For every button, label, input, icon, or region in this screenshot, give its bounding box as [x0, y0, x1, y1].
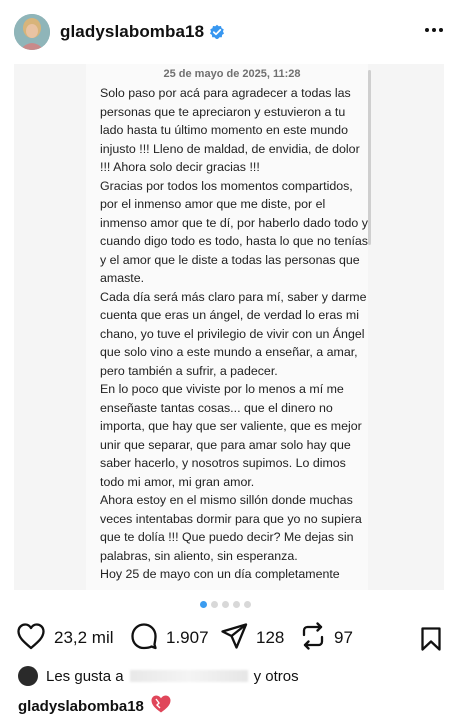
comment-icon[interactable]	[130, 622, 158, 655]
like-button[interactable]	[16, 620, 114, 656]
message-scrollbar	[368, 70, 371, 245]
carousel-dot	[200, 601, 207, 608]
share-button[interactable]	[220, 620, 284, 656]
carousel-dot	[222, 601, 229, 608]
message-date: 25 de mayo de 2025, 11:28	[163, 68, 301, 80]
post-username[interactable]	[60, 22, 225, 45]
caption-username[interactable]: gladyslabomba18	[18, 697, 144, 715]
likes-prefix: Les gusta a	[46, 667, 124, 685]
shares-count: 128	[256, 628, 285, 647]
likes-suffix: y otros	[253, 667, 299, 685]
heart-emoji-icon	[150, 694, 172, 718]
more-options-icon[interactable]	[422, 20, 446, 40]
username-text[interactable]: gladyslabomba18	[60, 22, 205, 41]
likes-count: 23,2 mil	[54, 628, 114, 647]
repost-button[interactable]	[300, 620, 353, 656]
carousel-dot	[244, 601, 251, 608]
action-bar	[0, 620, 462, 656]
carousel-dot	[233, 601, 240, 608]
message-text: Solo paso por acá para agradecer a todas las personas que te apreciaron y estuvieron a tu lado hasta tu último momento en este mundo injusto !!! Lleno de maldad, de envidia, de dolor !!! Ahora solo decir gracias !!! Gracias por todos los momentos compartidos, por el inmenso amor que me diste, por el inmenso amor que te dí, por haberlo dado todo y cuando digo todo es todo, hasta lo que no tenías y el amor que le diste a todas las personas que amaste. Cada día será más claro para mí, saber y darme cuenta que eras un ángel, de verdad lo eras mi chano, yo tuve el privilegio de vivir con un Ángel que solo vino a este mundo a enseñar, a amar, pero también a sufrir, a padecer. En lo poco que viviste por lo menos a mí me enseñaste tantas cosas... que el dinero no importa, que hay que ser valiente, que es mejor unir que separar, que para amar solo hay que saber hacerlo, y nosotros supimos. Lo dimos todo mi amor, mi gran amor. Ahora estoy en el mismo sillón donde muchas veces intentabas dormir para que yo no supiera que te dolía !!! Que puedo decir? Me dejas sin palabras, sin aliento, sin esperanza. Hoy 25 de mayo con un día completamente	[100, 86, 368, 581]
redacted-username	[130, 670, 248, 682]
post-caption	[18, 694, 172, 718]
verified-badge-icon	[209, 24, 225, 45]
profile-avatar[interactable]	[14, 14, 50, 50]
comments-count: 1.907	[166, 628, 209, 647]
carousel-dot	[211, 601, 218, 608]
post-header	[0, 0, 462, 64]
comment-button[interactable]	[130, 620, 209, 656]
liker-avatar[interactable]	[18, 666, 38, 686]
save-icon[interactable]	[420, 626, 442, 657]
send-icon[interactable]	[220, 622, 248, 655]
carousel-indicator	[200, 601, 251, 608]
likes-summary[interactable]	[18, 666, 299, 686]
reposts-count: 97	[334, 628, 353, 647]
heart-icon[interactable]	[16, 622, 46, 655]
repost-icon[interactable]	[300, 622, 326, 655]
